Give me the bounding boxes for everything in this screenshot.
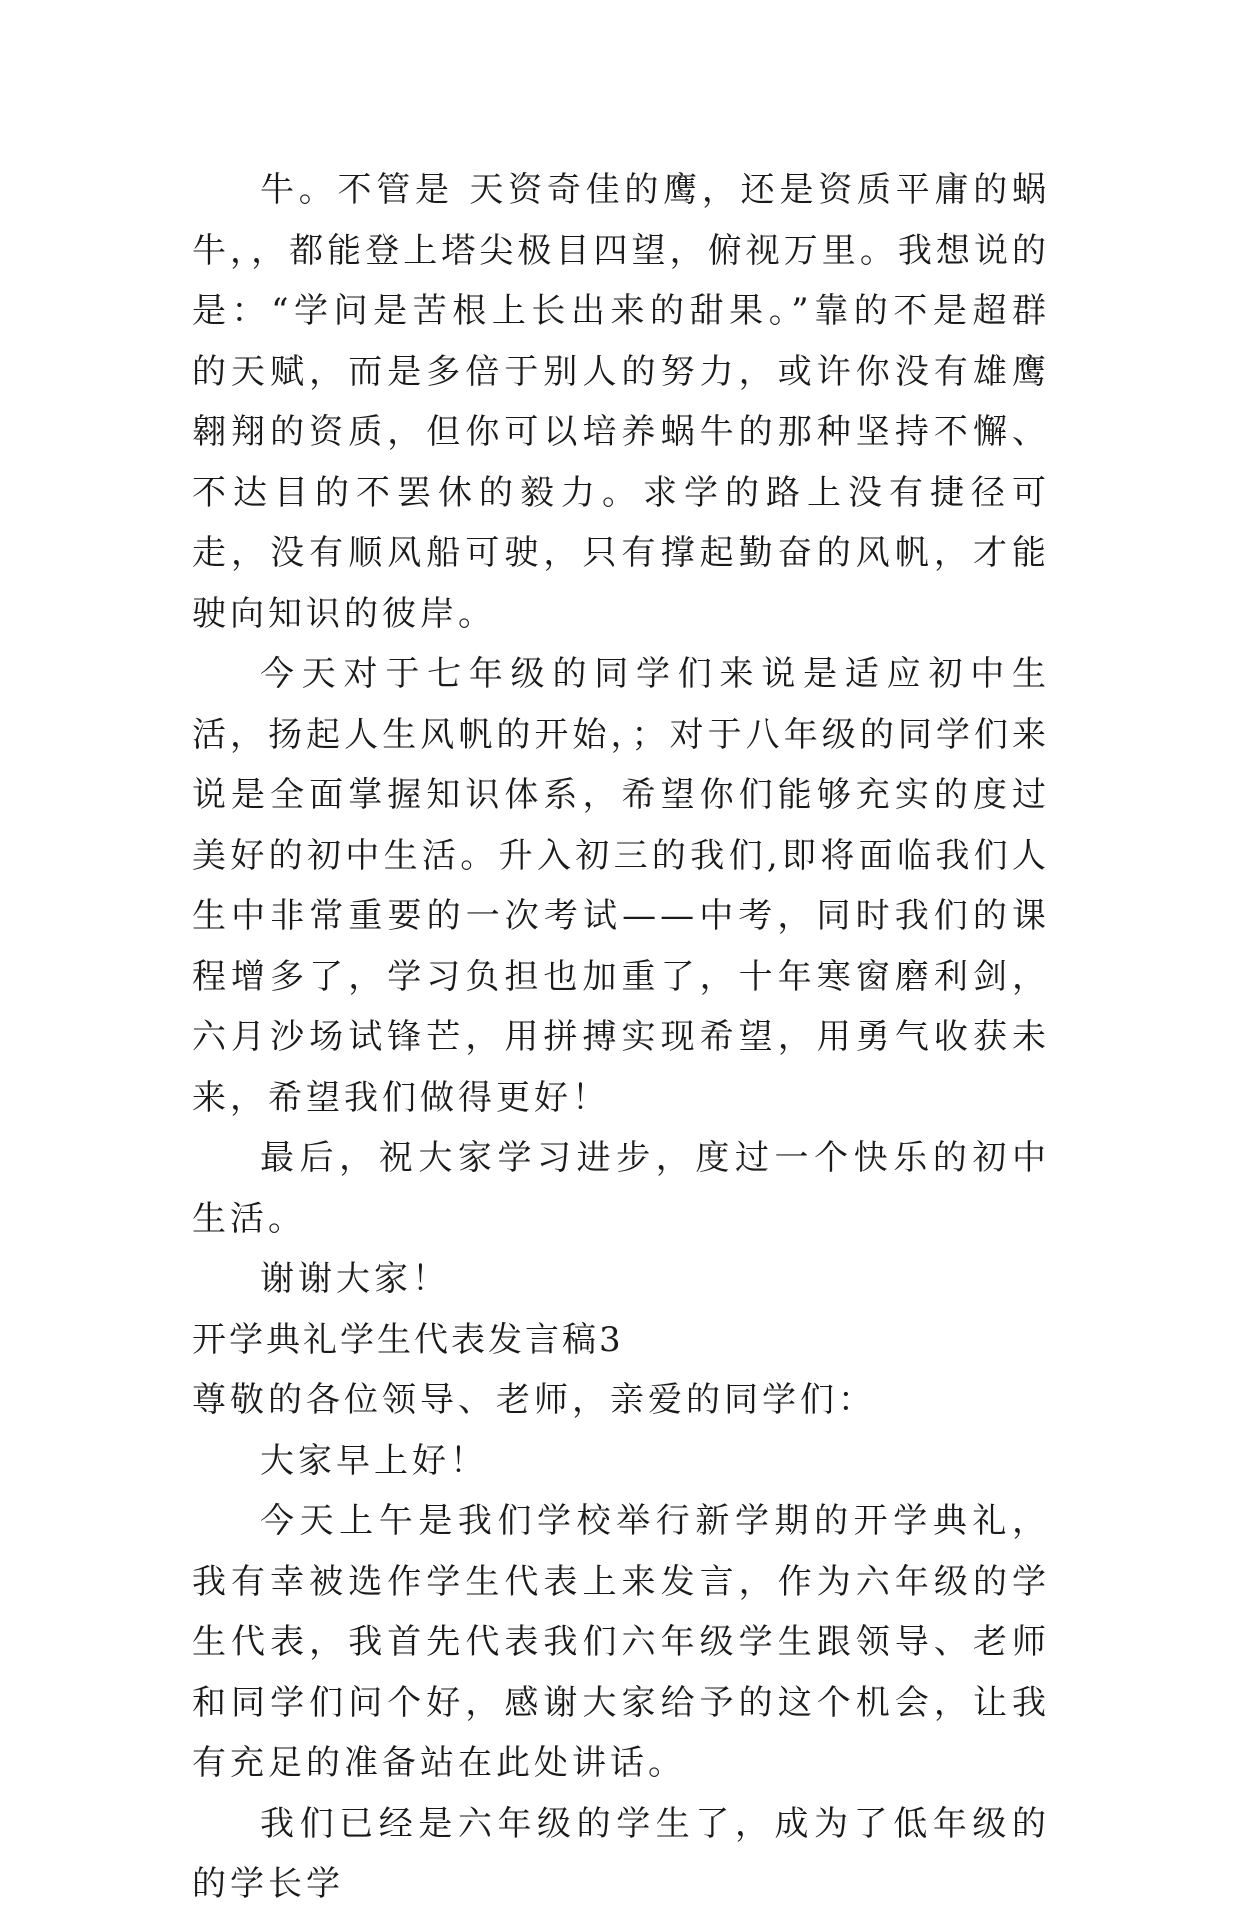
paragraph-2: 今天对于七年级的同学们来说是适应初中生活，扬起人生风帆的开始，；对于八年级的同学们来说是全面掌握知识体系，希望你们能够充实的度过美好的初中生活。升入初三的我们,即将面临我们人生中非常重要的一次考试——中考，同时我们的课程增多了，学习负担也加重了，十年寒窗磨利剑，六月沙场试锋芒，用拼搏实现希望，用勇气收获未来，希望我们做得更好！ <box>192 654 1050 1118</box>
salutation: 尊敬的各位领导、老师，亲爱的同学们： <box>192 1380 876 1420</box>
paragraph-7: 我们已经是六年级的学生了，成为了低年级的的学长学 <box>192 1803 1050 1904</box>
section-heading: 开学典礼学生代表发言稿3 <box>192 1319 624 1360</box>
paragraph-5: 大家早上好！ <box>260 1440 488 1481</box>
paragraph-6: 今天上午是我们学校举行新学期的开学典礼，我有幸被选作学生代表上来发言，作为六年级的学生代表，我首先代表我们六年级学生跟领导、老师和同学们问个好，感谢大家给予的这个机会，让我有充足的准备站在此处讲话。 <box>192 1501 1050 1783</box>
paragraph-3: 最后，祝大家学习进步，度过一个快乐的初中生活。 <box>192 1138 1050 1239</box>
paragraph-4: 谢谢大家！ <box>260 1259 450 1299</box>
document-body <box>192 160 1050 1915</box>
paragraph-1: 牛。不管是 天资奇佳的鹰，还是资质平庸的蜗牛，，都能登上塔尖极目四望，俯视万里。我想说的是：“学问是苦根上长出来的甜果。”靠的不是超群的天赋，而是多倍于别人的努力，或许你没有雄鹰翱翔的资质，但你可以培养蜗牛的那种坚持不懈、不达目的不罢休的毅力。求学的路上没有捷径可走，没有顺风船可驶，只有撑起勤奋的风帆，才能驶向知识的彼岸。 <box>192 170 1050 634</box>
